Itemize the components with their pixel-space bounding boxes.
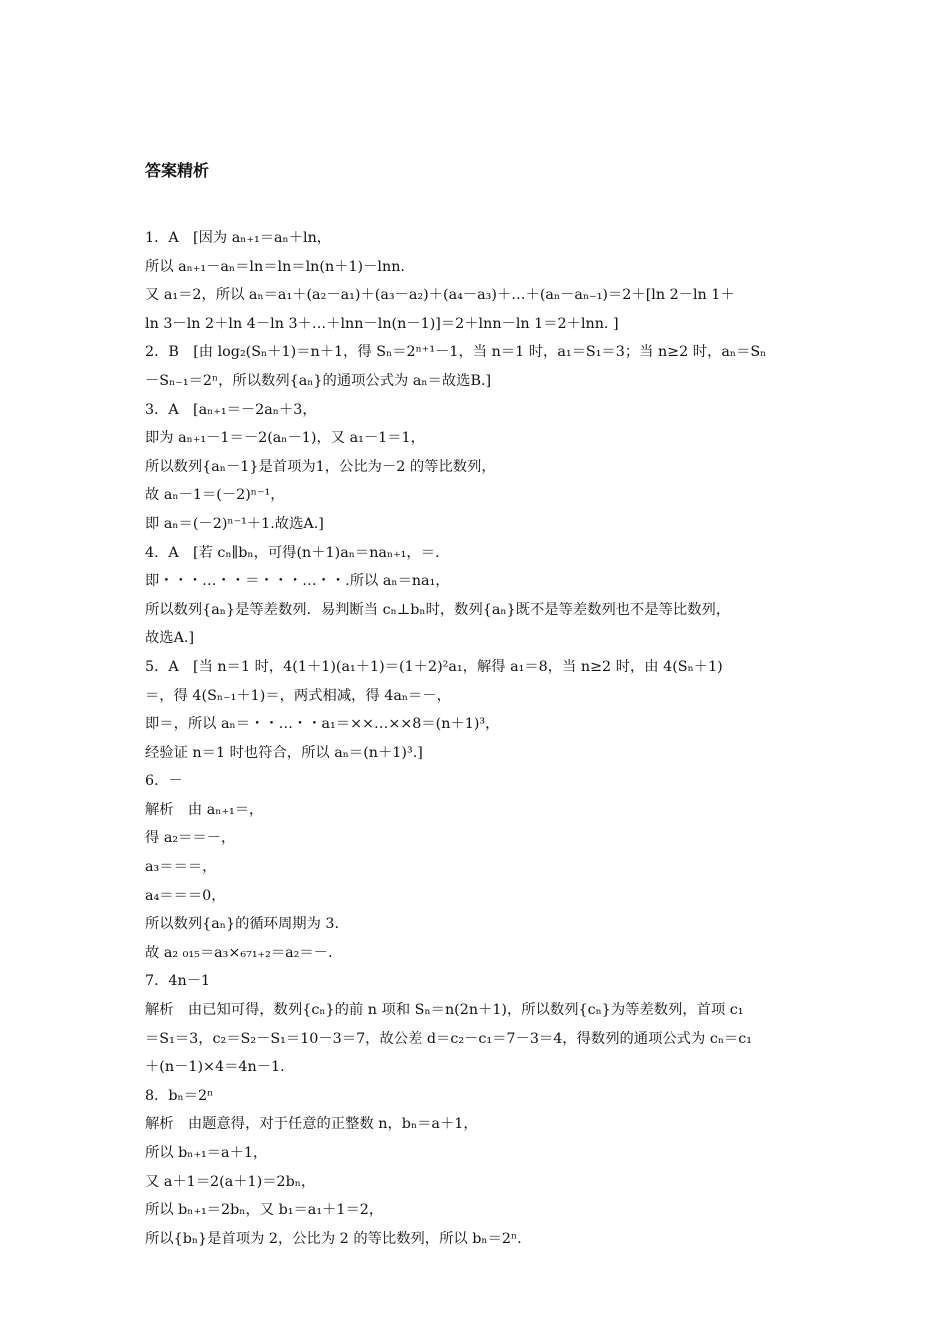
text-line: 所以 aₙ₊₁－aₙ＝ln＝ln＝ln(n＋1)－lnn. [145, 258, 405, 275]
text-line: 5．A [当 n＝1 时，4(1＋1)(a₁＋1)＝(1＋2)²a₁，解得 a₁＝8，当 n≥2 时，由 4(Sₙ＋1) [145, 658, 723, 675]
answer-body [145, 224, 815, 1253]
text-line: 所以 bₙ₊₁＝2bₙ，又 b₁＝a₁＋1＝2， [145, 1202, 384, 1219]
text-line: 即＝，所以 aₙ＝・・…・・a₁＝××…××8＝(n＋1)³， [145, 716, 500, 733]
text-line: 6．－ [145, 773, 183, 790]
text-line: －Sₙ₋₁＝2ⁿ，所以数列{aₙ}的通项公式为 aₙ＝故选B.] [145, 372, 492, 389]
text-line: ＝S₁＝3，c₂＝S₂－S₁＝10－3＝7，故公差 d＝c₂－c₁＝7－3＝4，得数列的通项公式为 cₙ＝c₁ [145, 1030, 753, 1047]
text-line: 解析 由题意得，对于任意的正整数 n，bₙ＝a＋1， [145, 1116, 478, 1133]
text-line: 又 a＋1＝2(a＋1)＝2bₙ， [145, 1173, 316, 1190]
text-line: 即・・・…・・＝・・・…・・.所以 aₙ＝na₁， [145, 573, 450, 590]
text-line: 解析 由已知可得，数列{cₙ}的前 n 项和 Sₙ＝n(2n＋1)，所以数列{cₙ}为等差数列，首项 c₁ [145, 1002, 744, 1019]
text-line: 7．4n－1 [145, 973, 211, 990]
text-line: a₃＝＝＝， [145, 859, 217, 876]
text-line: 即为 aₙ₊₁－1＝－2(aₙ－1)，又 a₁－1＝1， [145, 430, 425, 447]
text-line: 经验证 n＝1 时也符合，所以 aₙ＝(n＋1)³.] [145, 744, 423, 761]
text-line: 又 a₁＝2，所以 aₙ＝a₁＋(a₂－a₁)＋(a₃－a₂)＋(a₄－a₃)＋…＋(aₙ－aₙ₋₁)＝2＋[ln 2－ln 1＋ [145, 287, 735, 304]
text-line: 故 aₙ－1＝(－2)ⁿ⁻¹， [145, 487, 285, 504]
text-line: 所以数列{aₙ}是等差数列．易判断当 cₙ⊥bₙ时，数列{aₙ}既不是等差数列也不是等比数列， [145, 601, 731, 618]
text-line: 所以 bₙ₊₁＝a＋1， [145, 1145, 268, 1161]
text-line: 所以数列{aₙ－1}是首项为1，公比为－2 的等比数列， [145, 458, 496, 475]
text-line: 1．A [因为 aₙ₊₁＝aₙ＋ln， [145, 230, 332, 246]
text-line: ＝，得 4(Sₙ₋₁＋1)＝，两式相减，得 4aₙ＝－， [145, 687, 451, 704]
text-line: 解析 由 aₙ₊₁＝， [145, 801, 264, 818]
text-line: 得 a₂＝＝－， [145, 830, 236, 847]
text-line: 8．bₙ＝2ⁿ [145, 1087, 214, 1104]
text-line: ＋(n－1)×4＝4n－1. [145, 1059, 285, 1076]
text-line: a₄＝＝＝0， [145, 887, 226, 904]
page-title: 答案精析 [145, 161, 210, 180]
text-line: 即 aₙ＝(－2)ⁿ⁻¹＋1.故选A.] [145, 515, 324, 532]
text-line: 故选A.] [145, 630, 195, 647]
text-line: 故 a₂ ₀₁₅＝a₃×₆₇₁₊₂＝a₂＝－. [145, 944, 333, 961]
text-line: 所以数列{aₙ}的循环周期为 3. [145, 916, 340, 933]
text-line: 4．A [若 cₙ∥bₙ，可得(n＋1)aₙ＝naₙ₊₁，＝. [145, 544, 440, 561]
text-line: 3．A [aₙ₊₁＝－2aₙ＋3， [145, 401, 317, 418]
text-line: 所以{bₙ}是首项为 2，公比为 2 的等比数列，所以 bₙ＝2ⁿ. [145, 1230, 522, 1247]
text-line: 2．B [由 log₂(Sₙ＋1)＝n＋1，得 Sₙ＝2ⁿ⁺¹－1，当 n＝1 时，a₁＝S₁＝3；当 n≥2 时，aₙ＝Sₙ [145, 344, 767, 361]
text-line: ln 3－ln 2＋ln 4－ln 3＋…＋lnn－ln(n－1)]＝2＋lnn－ln 1＝2＋lnn. ] [145, 315, 619, 332]
